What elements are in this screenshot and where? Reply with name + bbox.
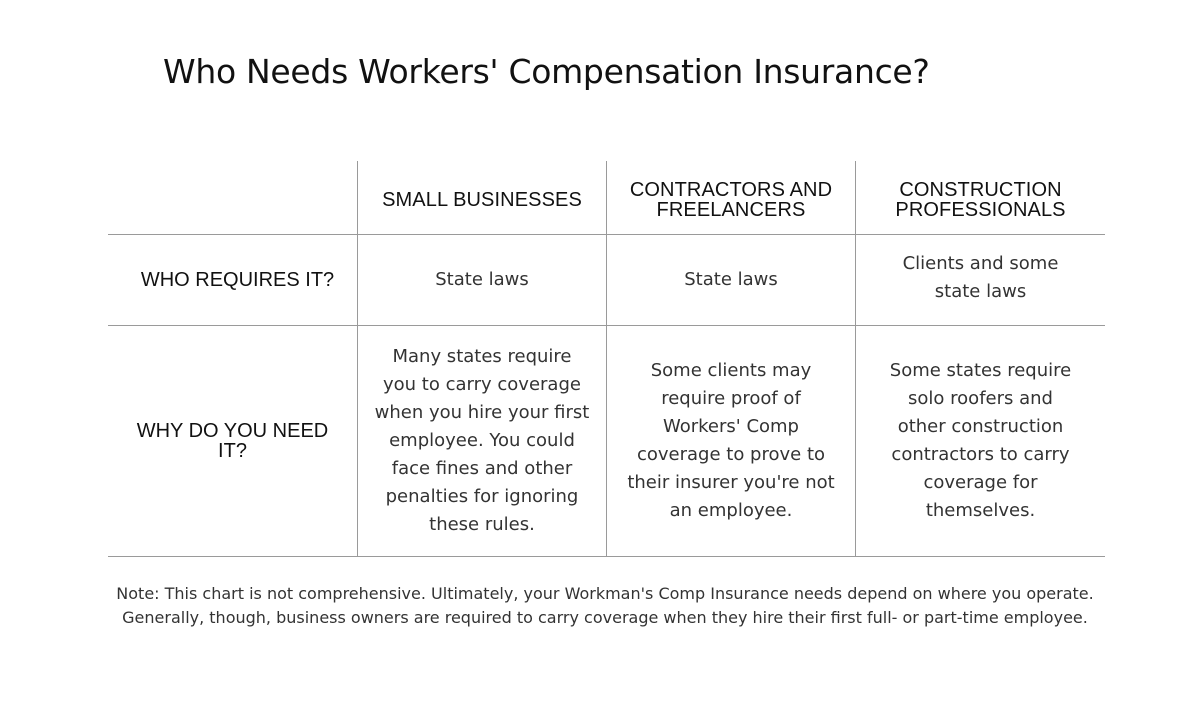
column-header-contractors-freelancers: CONTRACTORS AND FREELANCERS: [606, 161, 855, 235]
row-header-who-requires: WHO REQUIRES IT?: [108, 235, 357, 326]
table-corner-cell: [108, 161, 357, 235]
column-header-construction-professionals: CONSTRUCTION PROFESSIONALS: [855, 161, 1105, 235]
page-title: Who Needs Workers' Compensation Insurance?: [163, 52, 930, 91]
footnote: Note: This chart is not comprehensive. Ultimately, your Workman's Comp Insurance needs depend on where you operate. Generally, though, business owners are required to carry coverage when they hire their first full- or part-time employee.: [116, 584, 1094, 627]
table-cell: Some states require solo roofers and other construction contractors to carry coverage for themselves.: [855, 326, 1105, 557]
comparison-table: [108, 161, 1105, 557]
table-cell: Some clients may require proof of Workers' Comp coverage to prove to their insurer you're not an employee.: [606, 326, 855, 557]
table-cell: Many states require you to carry coverage when you hire your first employee. You could face fines and other penalties for ignoring these rules.: [357, 326, 606, 557]
table-cell: State laws: [357, 235, 606, 326]
row-header-why-need: WHY DO YOU NEED IT?: [108, 326, 357, 557]
table-cell: State laws: [606, 235, 855, 326]
column-header-small-businesses: SMALL BUSINESSES: [357, 161, 606, 235]
table-cell: Clients and some state laws: [855, 235, 1105, 326]
